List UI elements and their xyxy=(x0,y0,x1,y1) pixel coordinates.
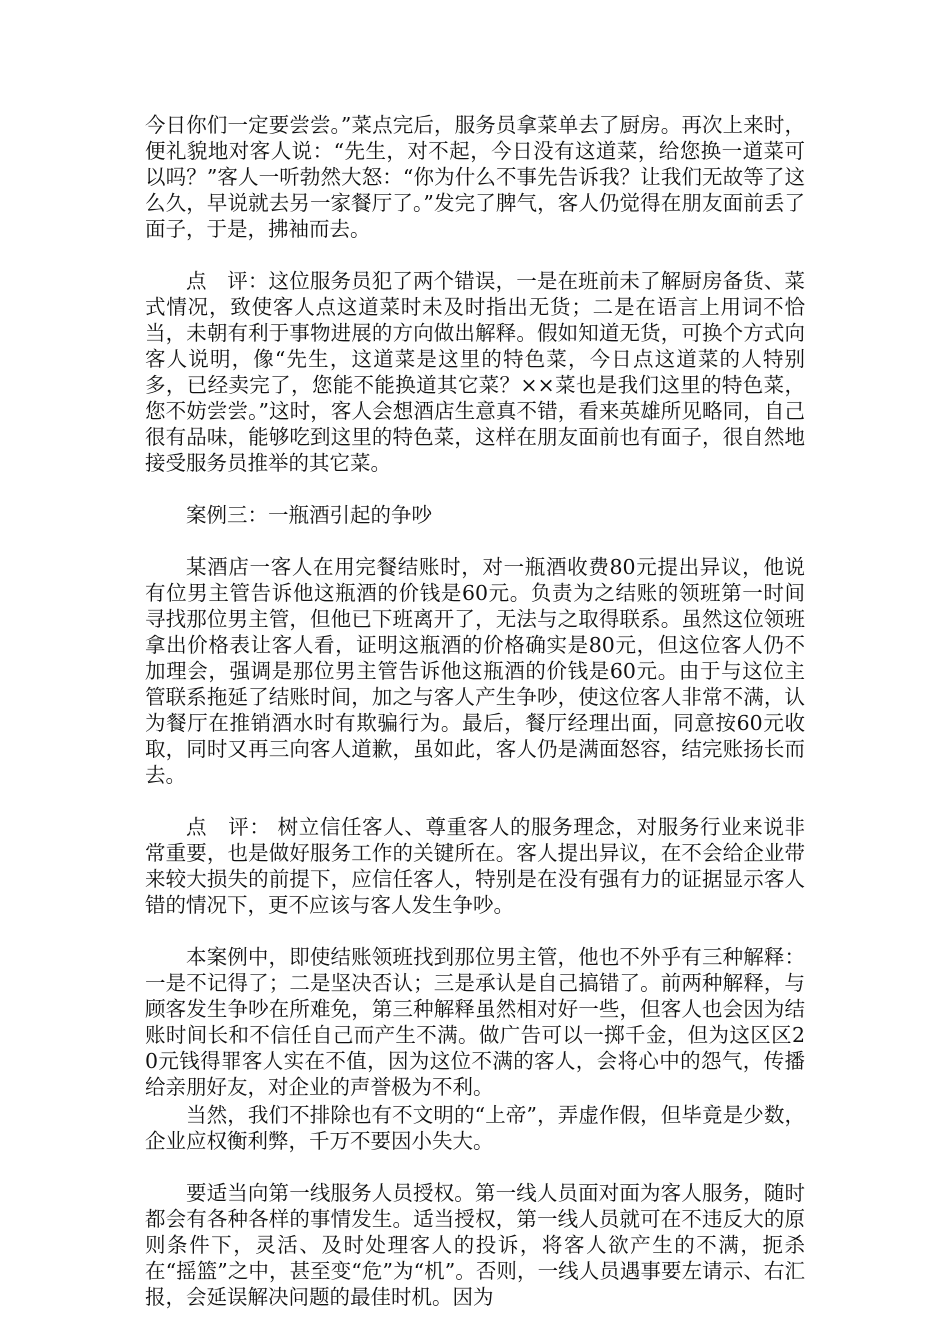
paragraph-1: 今日你们一定要尝尝。”菜点完后，服务员拿菜单去了厨房。再次上来时，便礼貌地对客人说：“先生，对不起，今日没有这道菜，给您换一道菜可以吗？”客人一听勃然大怒：“你为什么不事先告诉我？让我们无故等了这么久，早说就去另一家餐厅了。”发完了脾气，客人仍觉得在朋友面前丢了面子，于是，拂袖而去。 xyxy=(145,113,805,241)
paragraph-analysis: 本案例中，即使结账领班找到那位男主管，他也不外乎有三种解释：一是不记得了；二是坚决否认；三是承认是自己搞错了。前两种解释，与顾客发生争吵在所难免，第三种解释虽然相对好一些，但客人也会因为结账时间长和不信任自己而产生不满。做广告可以一掷千金，但为这区区20元钱得罪客人实在不值，因为这位不满的客人，会将心中的怨气，传播给亲朋好友，对企业的声誉极为不利。 xyxy=(145,945,805,1099)
case-heading: 案例三：一瓶酒引起的争吵 xyxy=(186,503,432,527)
paragraph-authorization: 要适当向第一线服务人员授权。第一线人员面对面为客人服务，随时都会有各种各样的事情发生。适当授权，第一线人员就可在不违反大的原则条件下，灵活、及时处理客人的投诉，将客人欲产生的不满，扼杀在“摇篮”之中，甚至变“危”为“机”。否则，一线人员遇事要左请示、右汇报，会延误解决问题的最佳时机。因为 xyxy=(145,1181,805,1309)
paragraph-review-1: 点 评：这位服务员犯了两个错误，一是在班前未了解厨房备货、菜式情况，致使客人点这道菜时未及时指出无货；二是在语言上用词不恰当，未朝有利于事物进展的方向做出解释。假如知道无货，可换个方式向客人说明，像“先生，这道菜是这里的特色菜，今日点这道菜的人特别多，已经卖完了，您能不能换道其它菜？××菜也是我们这里的特色菜，您不妨尝尝。”这时，客人会想酒店生意真不错，看来英雄所见略同，自己很有品味，能够吃到这里的特色菜，这样在朋友面前也有面子，很自然地接受服务员推举的其它菜。 xyxy=(145,269,805,475)
document-page xyxy=(145,112,805,1310)
paragraph-case-3: 某酒店一客人在用完餐结账时，对一瓶酒收费80元提出异议，他说有位男主管告诉他这瓶酒的价钱是60元。负责为之结账的领班第一时间寻找那位男主管，但他已下班离开了，无法与之取得联系。虽然这位领班拿出价格表让客人看，证明这瓶酒的价格确实是80元，但这位客人仍不加理会，强调是那位男主管告诉他这瓶酒的价钱是60元。由于与这位主管联系拖延了结账时间，加之与客人产生争吵，使这位客人非常不满，认为餐厅在推销酒水时有欺骗行为。最后，餐厅经理出面，同意按60元收取，同时又再三向客人道歉，虽如此，客人仍是满面怒容，结完账扬长而去。 xyxy=(145,555,805,787)
paragraph-review-2: 点 评： 树立信任客人、尊重客人的服务理念，对服务行业来说非常重要，也是做好服务工作的关键所在。客人提出异议，在不会给企业带来较大损失的前提下，应信任客人，特别是在没有强有力的证据显示客人错的情况下，更不应该与客人发生争吵。 xyxy=(145,815,805,917)
paragraph-conclusion: 当然，我们不排除也有不文明的“上帝”，弄虚作假，但毕竟是少数，企业应权衡利弊，千万不要因小失大。 xyxy=(145,1103,805,1153)
